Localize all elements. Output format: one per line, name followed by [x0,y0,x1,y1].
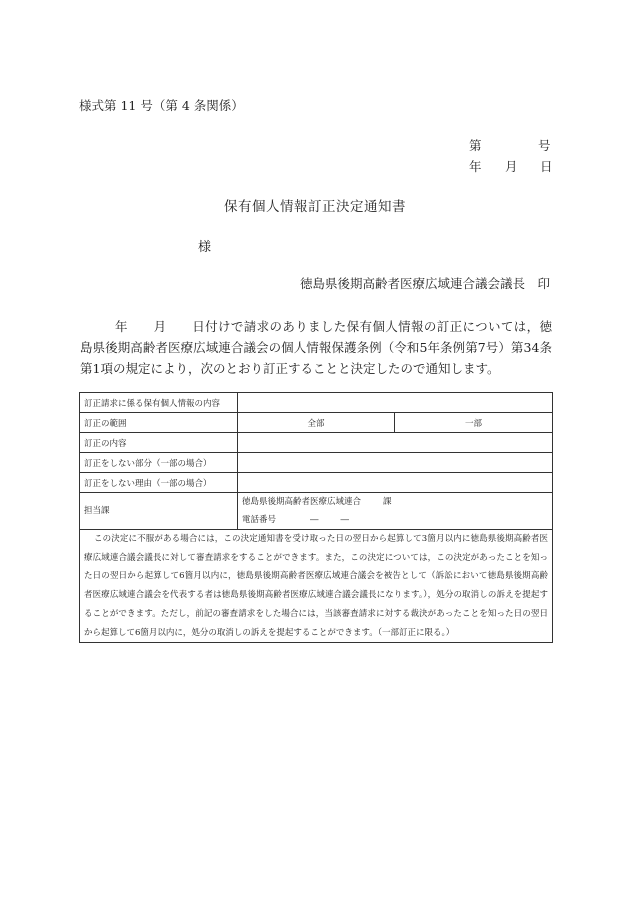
phone-line [242,511,548,529]
department-value [238,493,553,530]
document-number-suffix: 号 [538,138,551,153]
appeal-notice: この決定に不服がある場合には，この決定通知書を受け取った日の翌日から起算して3箇月以内に徳島県後期高齢者医療広域連合議会議長に対して審査請求をすることができます。また，この決定については，この決定があったことを知った日の翌日から起算して6箇月以内に，徳島県後期高齢者医療広域連合議会を被告として（訴訟において徳島県後期高齢者医療広域連合議会を代表する者は徳島県後期高齢者医療広域連合議会議長になります。），処分の取消しの訴えを提起することができます。ただし，前記の審査請求をした場合には，当該審査請求に対する裁決があったことを知った日の翌日から起算して6箇月以内に，処分の取消しの訴えを提起することができます。（一部訂正に限る。） [80,530,553,643]
department-name-line [242,493,548,511]
not-corrected-part-value [238,453,553,473]
document-title: 保有個人情報訂正決定通知書 [224,199,406,215]
department-label [80,493,238,530]
request-content-label: 訂正請求に係る保有個人情報の内容 [80,393,238,413]
date-month-label: 月 [505,159,518,174]
table-row [80,493,553,530]
phone-dash-2: ― [340,515,350,525]
body-paragraph: 年 月 日付けで請求のありました保有個人情報の訂正については，徳島県後期高齢者医療広域連合議会の個人情報保護条例（令和5年条例第7号）第34条第1項の規定により，次のとおり訂正することと決定したので通知します。 [80,319,552,376]
document-number-prefix: 第 [469,138,482,153]
table-row [80,413,553,433]
department-name: 徳島県後期高齢者医療広域連合 [242,497,362,507]
not-corrected-reason-label: 訂正をしない理由（一部の場合） [80,473,238,493]
not-corrected-part-label: 訂正をしない部分（一部の場合） [80,453,238,473]
department-label-text: 担当課 [84,506,110,516]
scope-label: 訂正の範囲 [80,413,238,433]
department-suffix: 課 [383,497,392,507]
scope-part: 一部 [395,413,553,433]
not-corrected-reason-value [238,473,553,493]
table-row [80,473,553,493]
form-number: 様式第 11 号（第 4 条関係） [79,98,244,113]
scope-all: 全部 [238,413,395,433]
addressee-suffix: 様 [198,240,212,255]
decision-table [79,392,553,643]
table-row [80,530,553,643]
table-row [80,433,553,453]
correction-content-label: 訂正の内容 [80,433,238,453]
issuer-name: 徳島県後期高齢者医療広域連合議会議長 印 [299,276,550,291]
table-row [80,393,553,413]
request-content-value [238,393,553,413]
date-year-label: 年 [469,159,482,174]
phone-dash-1: ― [310,515,319,525]
date-day-label: 日 [540,159,553,174]
correction-content-value [238,433,553,453]
phone-label: 電話番号 [242,515,277,525]
table-row [80,453,553,473]
